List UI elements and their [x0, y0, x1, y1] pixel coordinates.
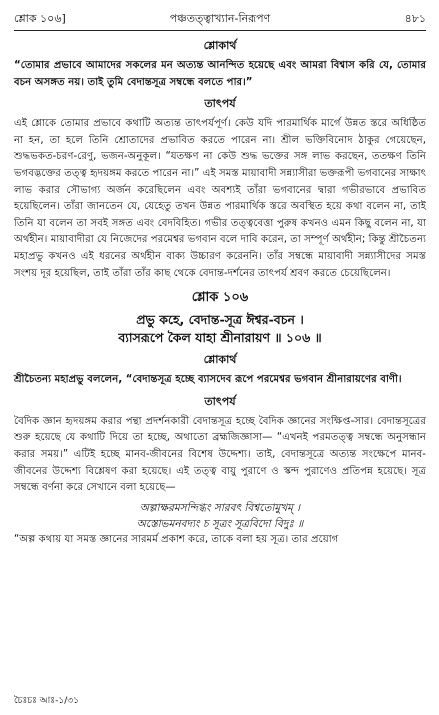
sanskrit-line-1: অল্পাক্ষরমসন্দিগ্ধং সারবৎ বিশ্বতোমুখম্ । — [139, 501, 301, 514]
translation-text: “তোমার প্রভাবে আমাদের সকলের মন অত্যন্ত আনন্দিত হয়েছে এবং আমরা বিশ্বাস করি যে, তোমার বচন অসঙ্গত নয়। তাই তুমি বেদান্তসূত্র সম্বন্ধে বলতে পার।” — [14, 60, 426, 88]
purport-heading-2: তাৎপর্য — [204, 394, 236, 408]
header-verse-ref: শ্লোক ১০৬] — [14, 12, 66, 25]
header-page-number: ৪৮১ — [404, 12, 426, 25]
purport-text-2: বৈদিক জ্ঞান হৃদয়ঙ্গম করার পন্থা প্রদর্শনকারী বেদান্তসূত্র হচ্ছে বৈদিক জ্ঞানের সংক্ষিপ্ত-সার। বেদান্তসূত্রের শুরু হয়েছে যে কথাটি দিয়ে তা হচ্ছে, অথাতো ব্রহ্মজিজ্ঞাসা— “এখনই পরমতত্ত্ব সম্বন্ধে অনুসন্ধান করার সময়।” এটিই হচ্ছে মানব-জীবনের বিশেষ উদ্দেশ্য। তাই, বেদান্তসূত্রে অত্যন্ত সংক্ষেপে মানব-জীবনের উদ্দেশ্য বিশ্লেষণ করা হয়েছে। এই তত্ত্ব বায়ু পুরাণে ও স্কন্দ পুরাণেও প্রতিপন্ন হয়েছে। সূত্র সম্বন্ধে বর্ণনা করে সেখানে বলা হয়েছে— — [14, 415, 426, 494]
purport-text-3: “অল্প কথায় যা সমস্ত জ্ঞানের সারমর্ম প্রকাশ করে, তাকে বলা হয় সূত্র। তার প্রয়োগ — [14, 533, 339, 545]
sanskrit-line-2: অস্তোভমনবদ্যং চ সূত্রং সূত্রবিদো বিদুঃ ॥ — [136, 517, 304, 530]
translation-text-2: শ্রীচৈতন্য মহাপ্রভু বললেন, “বেদান্তসূত্র হচ্ছে ব্যাসদেব রূপে পরমেশ্বর ভগবান শ্রীনারায়ণের বাণী। — [14, 374, 402, 386]
purport-text: এই শ্লোকে তোমার প্রভাবে কথাটি অত্যন্ত তাৎপর্যপূর্ণ। কেউ যদি পারমার্থিক মার্গে উন্নত স্তরে অধিষ্ঠিত না হন, তা হলে তিনি শ্রোতাদের প্রভাবিত করতে পারেন না। শ্রীল ভক্তিবিনোদ ঠাকুর গেয়েছেন, শুদ্ধভকত-চরণ-রেণু, ভজন-অনুকূল। “যতক্ষণ না কেউ শুদ্ধ ভক্তের সঙ্গ লাভ করছেন, ততক্ষণ তিনি ভগবদ্ভক্তের তত্ত্ব হৃদয়ঙ্গম করতে পারেন না।” এই সমস্ত মায়াবাদী সন্ন্যাসীরা ভক্তরূপী ভগবানের সাক্ষাৎ লাভ করার সৌভাগ্য অর্জন করেছিলেন এবং অবশ্যই তাঁরা ভগবানের দ্বারা গভীরভাবে প্রভাবিত হয়েছিলেন। তাঁরা জানতেন যে, যেহেতু তখন উন্নত পারমার্থিক স্তরে অবস্থিত হয়ে কথা বলেন না, তাই তিনি যা বলেন তা সবই সঙ্গত এবং বেদবিহিত। গভীর তত্ত্ববেত্তা পুরুষ কখনও এমন কিছু বলেন না, যা অর্থহীন। মায়াবাদীরা যে নিজেদের পরমেশ্বর ভগবান বলে দাবি করেন, তা সম্পূর্ণ অর্থহীন; কিন্তু শ্রীচৈতন্য মহাপ্রভু কখনও এই ধরনের অর্থহীন বাক্য উচ্চারণ করেননি। তাঁর সম্বন্ধে মায়াবাদী সন্ন্যাসীদের সমস্ত সংশয় দূর হয়েছিল, তাই তাঁরা তাঁর কাছ থেকে বেদান্ত-দর্শনের তাৎপর্য শ্রবণ করতে চেয়েছিলেন। — [14, 118, 426, 279]
header-chapter-title: পঞ্চতত্ত্বাখ্যান-নিরূপণ — [169, 12, 271, 25]
verse-line-1: প্রভু কহে, বেদান্ত-সূত্র ঈশ্বর-বচন । — [136, 312, 304, 328]
translation-heading-2: শ্লোকার্থ — [203, 353, 237, 367]
purport-heading: তাৎপর্য — [204, 97, 236, 111]
page-header — [14, 8, 426, 31]
translation-heading: শ্লোকার্থ — [203, 39, 237, 52]
verse-number: শ্লোক ১০৬ — [191, 290, 249, 306]
book-page — [14, 8, 426, 708]
verse-line-2: ব্যাসরূপে কৈল যাহা শ্রীনারায়ণ ॥ ১০৬ ॥ — [118, 330, 322, 346]
page-footer: চৈঃচঃ আঃ-১/৩১ — [14, 696, 79, 706]
